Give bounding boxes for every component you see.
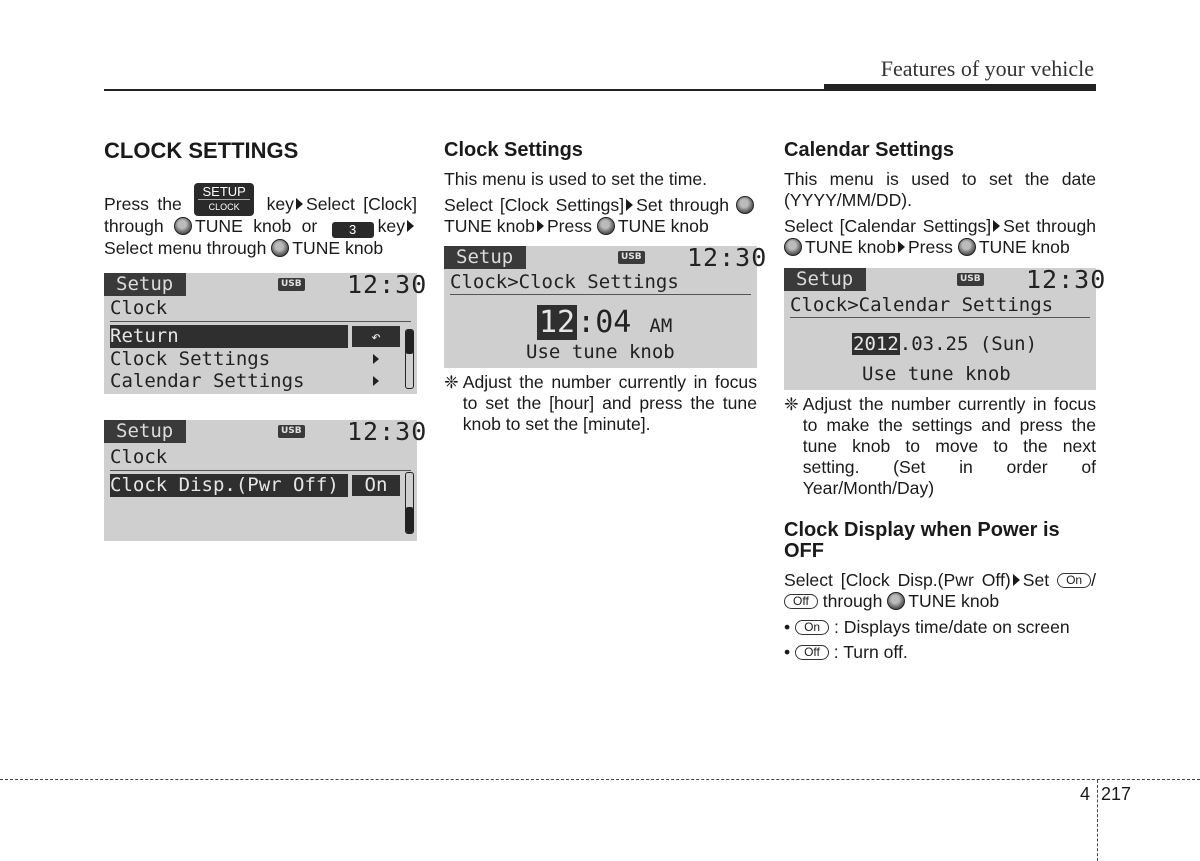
number-key-icon: 3: [332, 222, 374, 238]
lcd-divider: [450, 294, 751, 295]
note-mark-icon: ❈: [444, 372, 459, 392]
year-field[interactable]: 2012: [853, 333, 899, 355]
text: key: [377, 216, 405, 236]
lcd-screen-clock-display: [104, 417, 428, 541]
text: TUNE knob: [978, 237, 1070, 257]
lcd-menu-title: Clock: [110, 297, 168, 319]
section-heading-power-off: Clock Display when Power is OFF: [784, 519, 1060, 562]
text: Set through: [636, 195, 730, 215]
footer-vertical-divider: [1097, 780, 1098, 861]
scrollbar-thumb[interactable]: [406, 330, 413, 354]
lcd-divider: [110, 470, 411, 471]
on-option: On: [1057, 573, 1091, 588]
hour-field[interactable]: 12: [539, 305, 576, 340]
text: key: [266, 194, 294, 214]
tune-knob-icon: [958, 238, 976, 256]
text: TUNE knob: [805, 237, 896, 257]
chapter-number: 4: [1080, 784, 1091, 804]
tune-knob-icon: [271, 239, 289, 257]
bullet-on: [784, 617, 1096, 638]
lcd-screen-calendar-settings: [784, 265, 1107, 390]
text: Press: [907, 237, 953, 257]
lcd-divider: [110, 321, 411, 322]
time-colon: :: [577, 305, 596, 340]
text: /: [1091, 570, 1096, 590]
arrow-icon: [296, 198, 303, 210]
lcd-status-bar: [104, 270, 428, 299]
usb-icon: USB: [278, 278, 305, 291]
text: Select [Clock Settings]: [444, 195, 625, 215]
arrow-icon: [1013, 574, 1020, 586]
lcd-status-bar: [104, 417, 428, 446]
text: : Turn off.: [833, 642, 908, 662]
text: TUNE knob or: [194, 216, 318, 236]
text: Select menu through: [104, 238, 267, 258]
off-option: Off: [784, 594, 818, 609]
scrollbar[interactable]: [405, 472, 414, 534]
note: [444, 372, 757, 435]
note-text: Adjust the number currently in focus to make the settings and press the tune knob to move to the next setting. (Set in order of Year/Month/Day): [802, 394, 1096, 498]
lcd-tab-setup: Setup: [104, 420, 186, 443]
section-heading: Calendar Settings: [784, 139, 955, 161]
lcd-status-bar: [444, 243, 768, 272]
lcd-status-bar: [784, 265, 1107, 294]
text: TUNE knob: [444, 216, 535, 236]
text: Select [Calendar Settings]: [784, 216, 992, 236]
lcd-clock: 12:30: [347, 270, 428, 299]
text: Select [Clock]: [305, 194, 417, 214]
return-arrow-icon[interactable]: ↶: [352, 326, 400, 347]
usb-icon: USB: [618, 251, 645, 264]
tune-knob-icon: [736, 196, 754, 214]
lcd-screen-clock-settings: [444, 243, 768, 368]
time-editor: [537, 306, 672, 343]
off-option: Off: [795, 645, 829, 660]
lcd-clock: 12:30: [347, 417, 428, 446]
bullet-mark: •: [784, 642, 791, 662]
hint-text: Use tune knob: [526, 341, 675, 363]
text: Select [Clock Disp.(Pwr Off): [784, 570, 1011, 590]
menu-item-clock-disp-pwr-off[interactable]: Clock Disp.(Pwr Off): [110, 474, 348, 497]
bullet-mark: •: [784, 617, 791, 637]
menu-item-calendar-settings[interactable]: Calendar Settings: [110, 370, 305, 392]
column-clock-settings-intro: [104, 138, 428, 541]
text: TUNE knob: [908, 591, 1000, 611]
lcd-tab-setup: Setup: [444, 246, 526, 269]
footer-divider: [0, 779, 1200, 780]
tune-knob-icon: [887, 592, 905, 610]
lcd-screen-clock-menu: [104, 270, 428, 394]
running-header: Features of your vehicle: [880, 56, 1094, 81]
usb-icon: USB: [278, 425, 305, 438]
page-number: 217: [1101, 784, 1132, 804]
tune-knob-icon: [597, 217, 615, 235]
clock-disp-value[interactable]: On: [352, 475, 400, 496]
instruction-paragraph: [784, 216, 1096, 258]
lcd-tab-setup: Setup: [104, 273, 186, 296]
lcd-menu-title: Clock>Clock Settings: [450, 271, 679, 293]
hint-text: Use tune knob: [862, 363, 1011, 385]
scrollbar-thumb[interactable]: [406, 507, 413, 533]
note-mark-icon: ❈: [784, 394, 799, 414]
instruction-paragraph: [444, 195, 757, 237]
arrow-icon: [898, 241, 905, 253]
text: TUNE knob: [617, 216, 709, 236]
bullet-off: [784, 642, 1096, 663]
ampm-field[interactable]: AM: [649, 315, 673, 337]
lcd-clock: 12:30: [687, 243, 768, 272]
tune-knob-icon: [784, 238, 802, 256]
month-day-field[interactable]: .03.25 (Sun): [899, 333, 1038, 355]
text: Set through: [1003, 216, 1097, 236]
note-text: Adjust the number currently in focus to set the [hour] and press the tune knob to set the [minute].: [462, 372, 757, 434]
minute-field[interactable]: 04: [595, 305, 632, 340]
text: Press: [546, 216, 592, 236]
text: TUNE knob: [292, 238, 384, 258]
intro-paragraph: [104, 183, 417, 259]
on-option: On: [795, 620, 829, 635]
header-rule: [104, 89, 1096, 91]
menu-item-clock-settings[interactable]: Clock Settings: [110, 348, 271, 370]
text: through: [104, 216, 164, 236]
setup-key-label: SETUP: [202, 184, 246, 199]
lcd-menu-title: Clock: [110, 446, 168, 468]
lcd-clock: 12:30: [1026, 265, 1107, 294]
note: [784, 394, 1096, 499]
section-heading: CLOCK SETTINGS: [104, 138, 299, 163]
paragraph: This menu is used to set the date (YYYY/MM/DD).: [784, 169, 1096, 210]
text: Set: [1022, 570, 1050, 590]
instruction-paragraph: [784, 570, 1096, 612]
arrow-icon: [407, 220, 414, 232]
usb-icon: USB: [957, 273, 984, 286]
text: Press the: [104, 194, 182, 214]
key-separator: [198, 199, 250, 200]
lcd-menu-title: Clock>Calendar Settings: [790, 294, 1054, 316]
menu-item-return[interactable]: Return: [110, 325, 348, 348]
arrow-icon: [537, 220, 544, 232]
arrow-icon: [993, 220, 1000, 232]
chevron-right-icon: [373, 354, 379, 364]
setup-clock-key-icon: [194, 183, 254, 216]
chevron-right-icon: [373, 376, 379, 386]
column-calendar-settings: [784, 138, 1107, 667]
clock-key-label: CLOCK: [208, 202, 240, 212]
scrollbar[interactable]: [405, 329, 414, 389]
section-heading: Clock Settings: [444, 139, 583, 161]
lcd-divider: [790, 317, 1090, 318]
text: through: [822, 591, 883, 611]
text: : Displays time/date on screen: [833, 617, 1070, 637]
arrow-icon: [626, 199, 633, 211]
date-editor: [852, 333, 1037, 355]
paragraph: This menu is used to set the time.: [444, 169, 708, 189]
column-clock-settings: [444, 138, 768, 435]
tune-knob-icon: [174, 217, 192, 235]
lcd-tab-setup: Setup: [784, 268, 866, 291]
